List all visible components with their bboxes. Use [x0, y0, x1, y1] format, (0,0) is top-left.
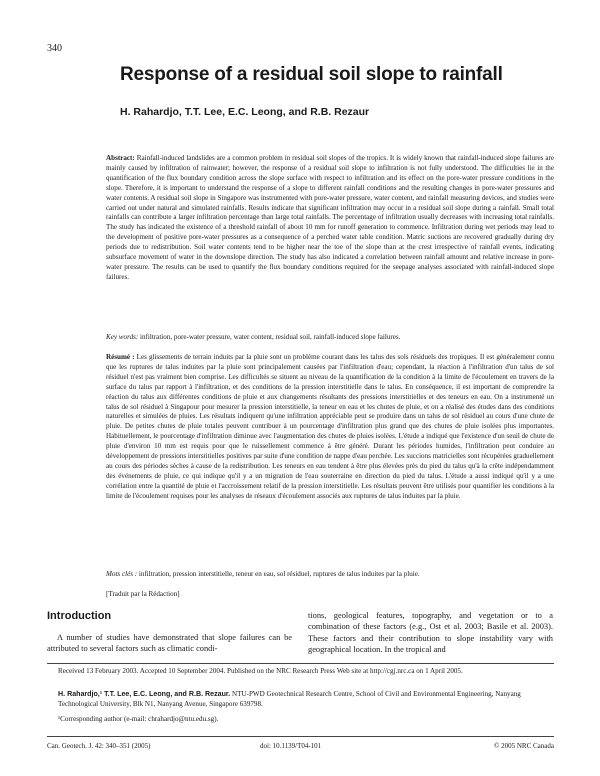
keywords-label: Key words: [106, 333, 139, 341]
footer-divider [47, 736, 554, 737]
footnote-divider [47, 663, 554, 664]
abstract-text: Rainfall-induced landslides are a common problem in residual soil slopes of the tropics. It is widely known that rainfall-induced slope failures are mainly caused by infiltration of rainwater; however, the response of a residual soil slope to infiltration is not fully understood. The difficulties lie in the quantification of the flux boundary condition across the slope surface with respect to infiltration and its effect on the pore-water pressure conditions in the slope. Therefore, it is important to understand the response of a slope to different rainfall conditions and the resulting changes in pore-water pressures and water contents. A residual soil slope in Singapore was instrumented with pore-water pressure, water content, and rainfall measuring devices, and studies were carried out under natural and simulated rainfalls. Results indicate that significant infiltration may occur in a residual soil slope during a rainfall. Small total rainfalls can contribute a larger infiltration percentage than large total rainfalls. The percentage of infiltration usually decreases with increasing total rainfalls. The study has indicated the existence of a threshold rainfall of about 10 mm for runoff generation to commence. Infiltration during wet periods may lead to the development of positive pore-water pressures as a consequence of a perched water table condition. Matric suctions are recovered gradually during dry periods due to redistribution. Soil water contents tend to be higher near the toe of the slope than at the crest irrespective of rainfall events, indicating subsurface movement of water in the downslope direction. The study has also indicated a correlation between rainfall amount and relative increase in pore-water pressure. The results can be used to quantify the flux boundary conditions required for the seepage analyses associated with rainfall-induced slope failures. [106, 154, 554, 281]
abstract-label: Abstract: [106, 154, 135, 162]
introduction-right-column: tions, geological features, topography, and vegetation or to a combination of these factors (e.g., Ost et al. 2003; Basile et al. 2003). These factors and their contribution to slope instability vary with geographical location. In the tropical and [308, 611, 553, 655]
translation-note: [Traduit par la Rédaction] [106, 590, 180, 598]
resume-label: Résumé : [106, 353, 135, 361]
author-list: H. Rahardjo, T.T. Lee, E.C. Leong, and R.B. Rezaur [120, 106, 370, 118]
mots-cles [106, 570, 554, 580]
resume [106, 353, 554, 502]
corresponding-author: ¹Corresponding author (e-mail: chrahardjo@ntu.edu.sg). [58, 715, 219, 723]
doi: doi: 10.1139/T04-101 [260, 742, 322, 750]
affiliation-text: NTU-PWD Geotechnical Research Centre, School of Civil and Environmental Engineering, Nanyang Technological University, Blk N1, Nanyang Avenue, Singapore 639798. [58, 690, 521, 708]
author-affiliation [58, 690, 554, 710]
keywords [106, 333, 554, 343]
mots-cles-text: infiltration, pression interstitielle, teneur en eau, sol résiduel, ruptures de talus induites par la pluie. [138, 570, 420, 578]
paper-title: Response of a residual soil slope to rainfall [120, 64, 503, 85]
introduction-left-column: A number of studies have demonstrated that slope failures can be attributed to several factors such as climatic condi- [47, 633, 292, 654]
affiliation-authors: H. Rahardjo,¹ T.T. Lee, E.C. Leong, and R.B. Rezaur. [58, 690, 231, 698]
mots-cles-label: Mots clés : [106, 570, 138, 578]
introduction-heading: Introduction [47, 610, 112, 622]
received-dates: Received 13 February 2003. Accepted 10 September 2004. Published on the NRC Research Press Web site at http://cgj.nrc.ca on 1 April 2005. [58, 667, 463, 675]
abstract [106, 154, 554, 283]
journal-citation: Can. Geotech. J. 42: 340–351 (2005) [47, 742, 151, 750]
page-number: 340 [47, 43, 62, 54]
resume-text: Les glissements de terrain induits par la pluie sont un problème courant dans les talus des sols résiduels des tropiques. Il est généralement connu que les ruptures de talus induites par la pluie sont principalement causées par l'infiltration d'eau; cependant, la réaction à l'infiltration d'un talus de sol résiduel n'est pas vraiment bien comprise. Les difficultés se situent au niveau de la quantification de la condition à la limite de l'écoulement en travers de la surface du talus par rapport à l'infiltration, et des conditions de la pression interstitielle dans le talus. En conséquence, il est important de comprendre la réaction du talus aux différentes conditions de pluie et aux changements résultants des pressions interstitielles et des teneurs en eau. On a instrumenté un talus de sol résiduel à Singapour pour mesurer la pression interstitielle, la teneur en eau et les chutes de pluie, et on a réalisé des études dans des conditions naturelles et simulées de pluies. Les résultats indiquent qu'une infiltration appréciable peut se produire dans un talus de sol résiduel au cours d'une chute de pluie. De petites chutes de pluie totales peuvent contribuer à un pourcentage d'infiltration plus grand que des chutes de pluie isolées plus importantes. Habituellement, le pourcentage d'infiltration diminue avec l'augmentation des chutes de pluies isolées. L'étude a indiqué que l'existence d'un seuil de chute de pluie d'environ 10 mm est requis pour que le ruissellement commence à être généré. Durant les périodes humides, l'infiltration peut conduire au développement de pressions interstitielles positives par suite d'une condition de nappe d'eau perchée. Les succions matricielles sont récupérées graduellement au cours des périodes sèches à cause de la redistribution. Les teneurs en eau tendent à être plus élevées près du pied du talus qu'à la crête indépendamment des événements de pluie, ce qui indique qu'il y a un migration de l'eau souterraine en direction du pied du talus. L'étude a aussi indiqué qu'il y a une corrélation entre la quantité de pluie et l'accroissement relatif de la pression interstitielle. Les résultats peuvent être utilisés pour quantifier les conditions à la limite de l'écoulement requises pour les analyses de réseaux d'écoulement associés aux ruptures de talus induites par la pluie. [106, 353, 555, 500]
keywords-text: infiltration, pore-water pressure, water content, residual soil, rainfall-induced slope failures. [140, 333, 401, 341]
copyright: © 2005 NRC Canada [494, 742, 554, 750]
